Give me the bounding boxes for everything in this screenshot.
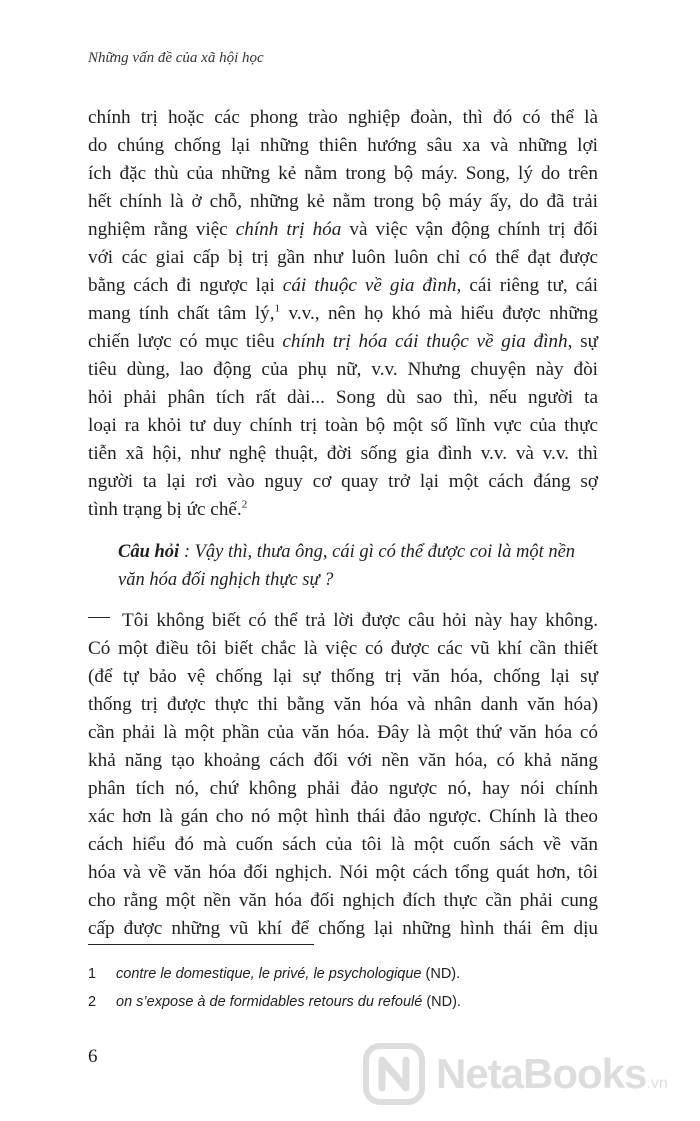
text-line: tiêu dùng, lao động của phụ nữ, v.v. Nhưng chuyện này đòi: [88, 359, 598, 380]
footnote-item: [88, 960, 608, 988]
text-line: do chúng chống lại những thiên hướng sâu xa và những lợi: [88, 135, 598, 156]
text-run: , cái riêng tư, cái: [456, 275, 599, 296]
text-run: v.v., nên họ khó mà hiểu được những: [280, 303, 598, 324]
text-run: nghiệm rằng việc: [88, 219, 236, 240]
text-line: xác hơn là gán cho nó một hình thái đảo ngược. Chính là theo: [88, 806, 598, 827]
emphasis-text: chính trị hóa cái thuộc về gia đình: [282, 331, 568, 352]
watermark-suffix: .vn: [646, 1075, 668, 1092]
text-line: hỏi phải phân tích rất dài... Song dù sao thì, nếu người ta: [88, 387, 598, 408]
question-line: [118, 538, 598, 566]
netabooks-watermark: [362, 1036, 692, 1114]
text-line: cho rằng một nền văn hóa đối nghịch đích thực cần phải cung: [88, 890, 598, 911]
text-line: loại ra khỏi tư duy chính trị toàn bộ một số lĩnh vực của thực: [88, 415, 598, 436]
question-label: Câu hỏi: [118, 542, 180, 562]
text-line: cần phải là một phần của văn hóa. Đây là một thứ văn hóa có: [88, 722, 598, 743]
emphasis-text: chính trị hóa: [235, 219, 342, 240]
text-line: Có một điều tôi biết chắc là việc có được các vũ khí cần thiết: [88, 638, 598, 659]
text-line: khả năng tạo khoảng cách đối với nền văn hóa, có khả năng: [88, 750, 598, 771]
footnote-ref[interactable]: 2: [241, 498, 248, 511]
text-run: và việc vận động chính trị đối: [341, 219, 598, 240]
text-run: tình trạng bị ức chế.: [88, 499, 242, 520]
footnote-suffix: (ND).: [422, 994, 461, 1010]
text-line: cách hiểu đó mà cuốn sách của tôi là một cuốn sách về văn: [88, 834, 598, 855]
footnote-ref[interactable]: 1: [274, 302, 281, 315]
text-run: chiến lược có mục tiêu: [88, 331, 283, 352]
interview-question: [118, 538, 598, 594]
watermark-brand-text: NetaBooks: [436, 1050, 647, 1097]
answer-paragraph: [88, 607, 598, 943]
text-line: cấp được những vũ khí để chống lại những hình thái êm dịu: [88, 918, 598, 939]
footnote-separator: [88, 944, 314, 945]
text-line: (để tự bảo vệ chống lại sự thống trị văn hóa, chống lại sự: [88, 666, 598, 687]
text-line: thống trị được thực thi bằng văn hóa và nhân danh văn hóa): [88, 694, 598, 715]
footnote-number: 1: [88, 966, 97, 982]
text-line: hóa và về văn hóa đối nghịch. Nói một cách tổng quát hơn, tôi: [88, 862, 598, 883]
footnote-text: on s’expose à de formidables retours du refoulé: [116, 994, 423, 1010]
footnote-number: 2: [88, 994, 97, 1010]
text-line: [88, 607, 598, 635]
text-line: tiễn xã hội, như nghệ thuật, đời sống gia đình v.v. và v.v. thì: [88, 443, 598, 464]
footnote-item: [88, 988, 608, 1016]
footnote-suffix: (ND).: [421, 966, 461, 982]
text-run: mang tính chất tâm lý,: [88, 303, 275, 324]
text-line: người ta lại rơi vào nguy cơ quay trở lại một cách đáng sợ: [88, 471, 598, 492]
footnote-text: contre le domestique, le privé, le psychologique: [116, 966, 422, 982]
text-line: [88, 272, 598, 300]
text-line: hết chính là ở chỗ, những kẻ nằm trong bộ máy ấy, do đã trải: [88, 191, 598, 212]
text-line: ích đặc thù của những kẻ nằm trong bộ máy. Song, lý do trên: [88, 163, 598, 184]
body-paragraph: [88, 104, 598, 524]
text-run: Tôi không biết có thể trả lời được câu hỏi này hay không.: [122, 610, 598, 631]
text-line: [88, 328, 598, 356]
running-head-title: Những vấn đề của xã hội học: [88, 50, 264, 66]
text-line: [88, 300, 598, 328]
netabooks-n-logo-icon: [362, 1042, 426, 1106]
text-line: [88, 496, 598, 524]
emphasis-text: cái thuộc về gia đình: [282, 275, 457, 296]
text-line: chính trị hoặc các phong trào nghiệp đoàn, thì đó có thể là: [88, 107, 598, 128]
text-line: phân tích nó, chứ không phải đảo ngược nó, hay nói chính: [88, 778, 598, 799]
page-number: 6: [88, 1046, 98, 1067]
watermark-brand: [436, 1050, 668, 1098]
text-run: , sự: [567, 331, 598, 352]
footnotes: [88, 960, 608, 1016]
text-run: bằng cách đi ngược lại: [88, 275, 283, 296]
answer-dash: [88, 617, 110, 618]
question-text: : Vậy thì, thưa ông, cái gì có thể được coi là một nền: [179, 542, 576, 562]
text-line: với các giai cấp bị trị gần như luôn luôn chỉ có thể đạt được: [88, 247, 598, 268]
text-line: [88, 216, 598, 244]
question-line: văn hóa đối nghịch thực sự ?: [118, 570, 334, 590]
